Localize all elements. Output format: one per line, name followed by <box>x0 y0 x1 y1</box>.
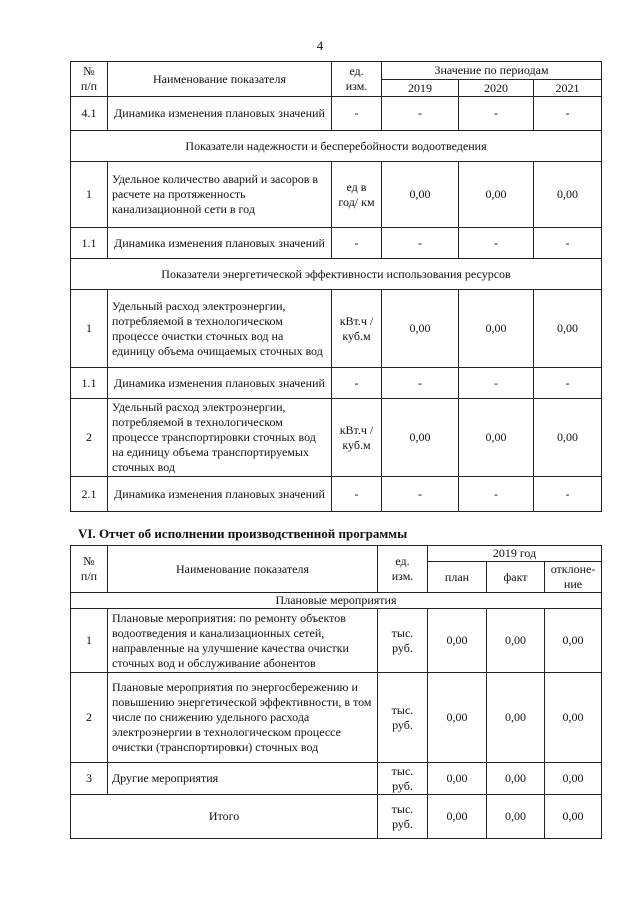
section-heading: VI. Отчет об исполнении производственной программы <box>78 526 408 541</box>
header-name: Наименование показателя <box>108 62 332 97</box>
header-col: план <box>428 562 487 593</box>
table-row <box>71 368 602 399</box>
row-number: 1 <box>71 290 108 368</box>
row-number: 3 <box>71 763 108 795</box>
row-value: - <box>459 368 534 399</box>
row-number: 1.1 <box>71 368 108 399</box>
indicators-table <box>70 61 602 512</box>
table-row <box>71 97 602 131</box>
row-number: 4.1 <box>71 97 108 131</box>
row-value: - <box>534 368 602 399</box>
header-name: Наименование показателя <box>108 546 378 593</box>
row-value: 0,00 <box>382 399 459 477</box>
total-label: Итого <box>71 795 378 839</box>
header-unit: ед. изм. <box>332 62 382 97</box>
row-unit: - <box>332 368 382 399</box>
row-unit: тыс. руб. <box>378 673 428 763</box>
section-row <box>71 593 602 609</box>
total-value: 0,00 <box>487 795 545 839</box>
header-col: факт <box>487 562 545 593</box>
row-name: Динамика изменения плановых значений <box>108 477 332 512</box>
table-header-row <box>71 546 602 562</box>
section-title: Плановые мероприятия <box>71 593 602 609</box>
total-value: 0,00 <box>545 795 602 839</box>
row-name: Удельный расход электроэнергии, потребляемой в технологическом процессе очистки сточных вод на единицу объема очищаемых сточных вод <box>108 290 332 368</box>
program-report-table <box>70 545 602 839</box>
row-value: - <box>382 97 459 131</box>
row-value: 0,00 <box>545 609 602 673</box>
row-unit: тыс. руб. <box>378 609 428 673</box>
row-value: - <box>534 97 602 131</box>
row-value: - <box>382 228 459 259</box>
row-value: 0,00 <box>428 609 487 673</box>
table-header-row <box>71 62 602 80</box>
row-value: 0,00 <box>459 162 534 228</box>
page-number: 4 <box>316 38 324 53</box>
row-number: 1 <box>71 609 108 673</box>
row-unit: кВт.ч / куб.м <box>332 290 382 368</box>
row-value: - <box>459 97 534 131</box>
row-value: - <box>534 477 602 512</box>
section-row <box>71 259 602 290</box>
row-number: 1.1 <box>71 228 108 259</box>
row-name: Динамика изменения плановых значений <box>108 228 332 259</box>
table-row <box>71 763 602 795</box>
row-value: 0,00 <box>487 609 545 673</box>
row-name: Плановые мероприятия: по ремонту объектов водоотведения и канализационных сетей, направленные на улучшение качества очистки сточных вод и обслуживание абонентов <box>108 609 378 673</box>
table-row <box>71 162 602 228</box>
row-value: 0,00 <box>428 763 487 795</box>
row-unit: - <box>332 97 382 131</box>
header-year: 2021 <box>534 80 602 97</box>
section-title: Показатели надежности и бесперебойности водоотведения <box>71 131 602 162</box>
row-value: 0,00 <box>459 290 534 368</box>
total-value: 0,00 <box>428 795 487 839</box>
table-row <box>71 673 602 763</box>
row-value: 0,00 <box>545 673 602 763</box>
header-periods: Значение по периодам <box>382 62 602 80</box>
row-unit: кВт.ч / куб.м <box>332 399 382 477</box>
row-value: - <box>382 368 459 399</box>
row-number: 2.1 <box>71 477 108 512</box>
row-name: Удельный расход электроэнергии, потребляемой в технологическом процессе транспортировки сточных вод на единицу объема транспортируемых сточных вод <box>108 399 332 477</box>
row-name: Плановые мероприятия по энергосбережению и повышению энергетической эффективности, в том числе по снижению удельного расхода электроэнергии в технологическом процессе очистки (транспортировки) сточных вод <box>108 673 378 763</box>
header-year: 2019 <box>382 80 459 97</box>
header-unit: ед. изм. <box>378 546 428 593</box>
section-title: Показатели энергетической эффективности использования ресурсов <box>71 259 602 290</box>
row-value: 0,00 <box>487 673 545 763</box>
header-col: отклоне- ние <box>545 562 602 593</box>
header-num: № п/п <box>71 62 108 97</box>
row-number: 2 <box>71 399 108 477</box>
row-name: Другие мероприятия <box>108 763 378 795</box>
row-value: 0,00 <box>534 290 602 368</box>
table-row <box>71 228 602 259</box>
row-value: - <box>459 228 534 259</box>
header-year: 2019 год <box>428 546 602 562</box>
row-name: Динамика изменения плановых значений <box>108 368 332 399</box>
row-value: 0,00 <box>382 290 459 368</box>
row-value: 0,00 <box>428 673 487 763</box>
row-unit: ед в год/ км <box>332 162 382 228</box>
row-unit: тыс. руб. <box>378 763 428 795</box>
row-number: 2 <box>71 673 108 763</box>
row-value: - <box>534 228 602 259</box>
row-value: - <box>382 477 459 512</box>
row-value: 0,00 <box>459 399 534 477</box>
row-value: - <box>459 477 534 512</box>
section-row <box>71 131 602 162</box>
total-unit: тыс. руб. <box>378 795 428 839</box>
row-value: 0,00 <box>382 162 459 228</box>
row-name: Удельное количество аварий и засоров в расчете на протяженность канализационной сети в год <box>108 162 332 228</box>
row-value: 0,00 <box>487 763 545 795</box>
header-year: 2020 <box>459 80 534 97</box>
header-num: № п/п <box>71 546 108 593</box>
table-row <box>71 477 602 512</box>
row-number: 1 <box>71 162 108 228</box>
row-unit: - <box>332 228 382 259</box>
row-value: 0,00 <box>534 162 602 228</box>
total-row <box>71 795 602 839</box>
table-row <box>71 290 602 368</box>
row-unit: - <box>332 477 382 512</box>
row-value: 0,00 <box>545 763 602 795</box>
row-name: Динамика изменения плановых значений <box>108 97 332 131</box>
table-row <box>71 609 602 673</box>
table-row <box>71 399 602 477</box>
row-value: 0,00 <box>534 399 602 477</box>
